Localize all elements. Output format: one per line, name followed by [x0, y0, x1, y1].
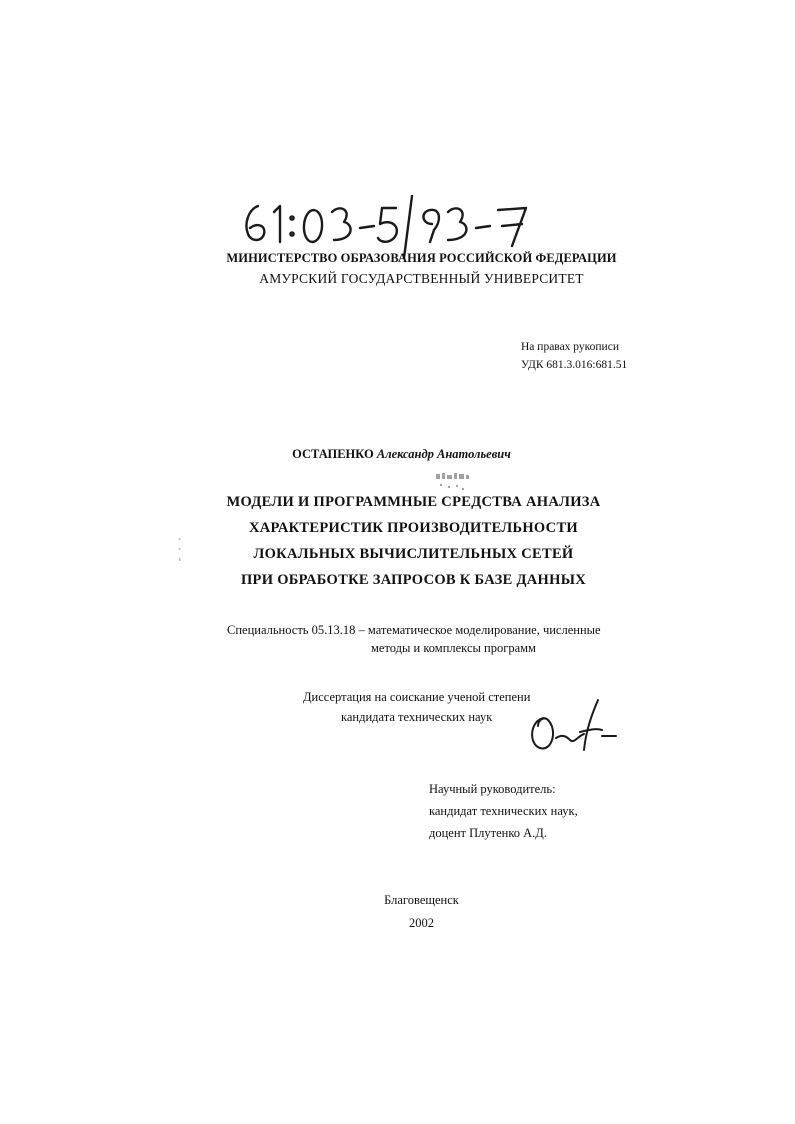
manuscript-rights-label: На правах рукописи	[521, 341, 619, 353]
author-given-names: Александр Анатольевич	[376, 447, 511, 461]
supervisor-label: Научный руководитель:	[429, 782, 556, 796]
author-signature	[526, 696, 618, 762]
dissertation-line-1: Диссертация на соискание ученой степени	[303, 690, 531, 704]
specialty-line-2: методы и комплексы программ	[371, 641, 536, 655]
ministry-heading: МИНИСТЕРСТВО ОБРАЗОВАНИЯ РОССИЙСКОЙ ФЕДЕРАЦИИ	[226, 251, 617, 265]
author-surname: ОСТАПЕНКО	[292, 447, 374, 461]
supervisor-name: доцент Плутенко А.Д.	[429, 826, 547, 840]
specialty-line-1: Специальность 05.13.18 – математическое моделирование, численные	[227, 623, 601, 637]
title-line-4: ПРИ ОБРАБОТКЕ ЗАПРОСОВ К БАЗЕ ДАННЫХ	[240, 572, 587, 588]
scan-artifact	[177, 536, 183, 566]
handwritten-archive-code	[236, 190, 556, 260]
university-heading: АМУРСКИЙ ГОСУДАРСТВЕННЫЙ УНИВЕРСИТЕТ	[259, 271, 584, 286]
author-name	[4, 447, 795, 462]
city: Благовещенск	[384, 893, 459, 907]
year: 2002	[409, 916, 434, 930]
title-line-2: ХАРАКТЕРИСТИК ПРОИЗВОДИТЕЛЬНОСТИ	[248, 520, 578, 536]
title-line-3: ЛОКАЛЬНЫХ ВЫЧИСЛИТЕЛЬНЫХ СЕТЕЙ	[253, 546, 574, 562]
udk-code: УДК 681.3.016:681.51	[521, 359, 628, 371]
supervisor-degree: кандидат технических наук,	[429, 804, 578, 818]
dissertation-line-2: кандидата технических наук	[341, 710, 493, 724]
title-line-1: МОДЕЛИ И ПРОГРАММНЫЕ СРЕДСТВА АНАЛИЗА	[226, 494, 601, 510]
